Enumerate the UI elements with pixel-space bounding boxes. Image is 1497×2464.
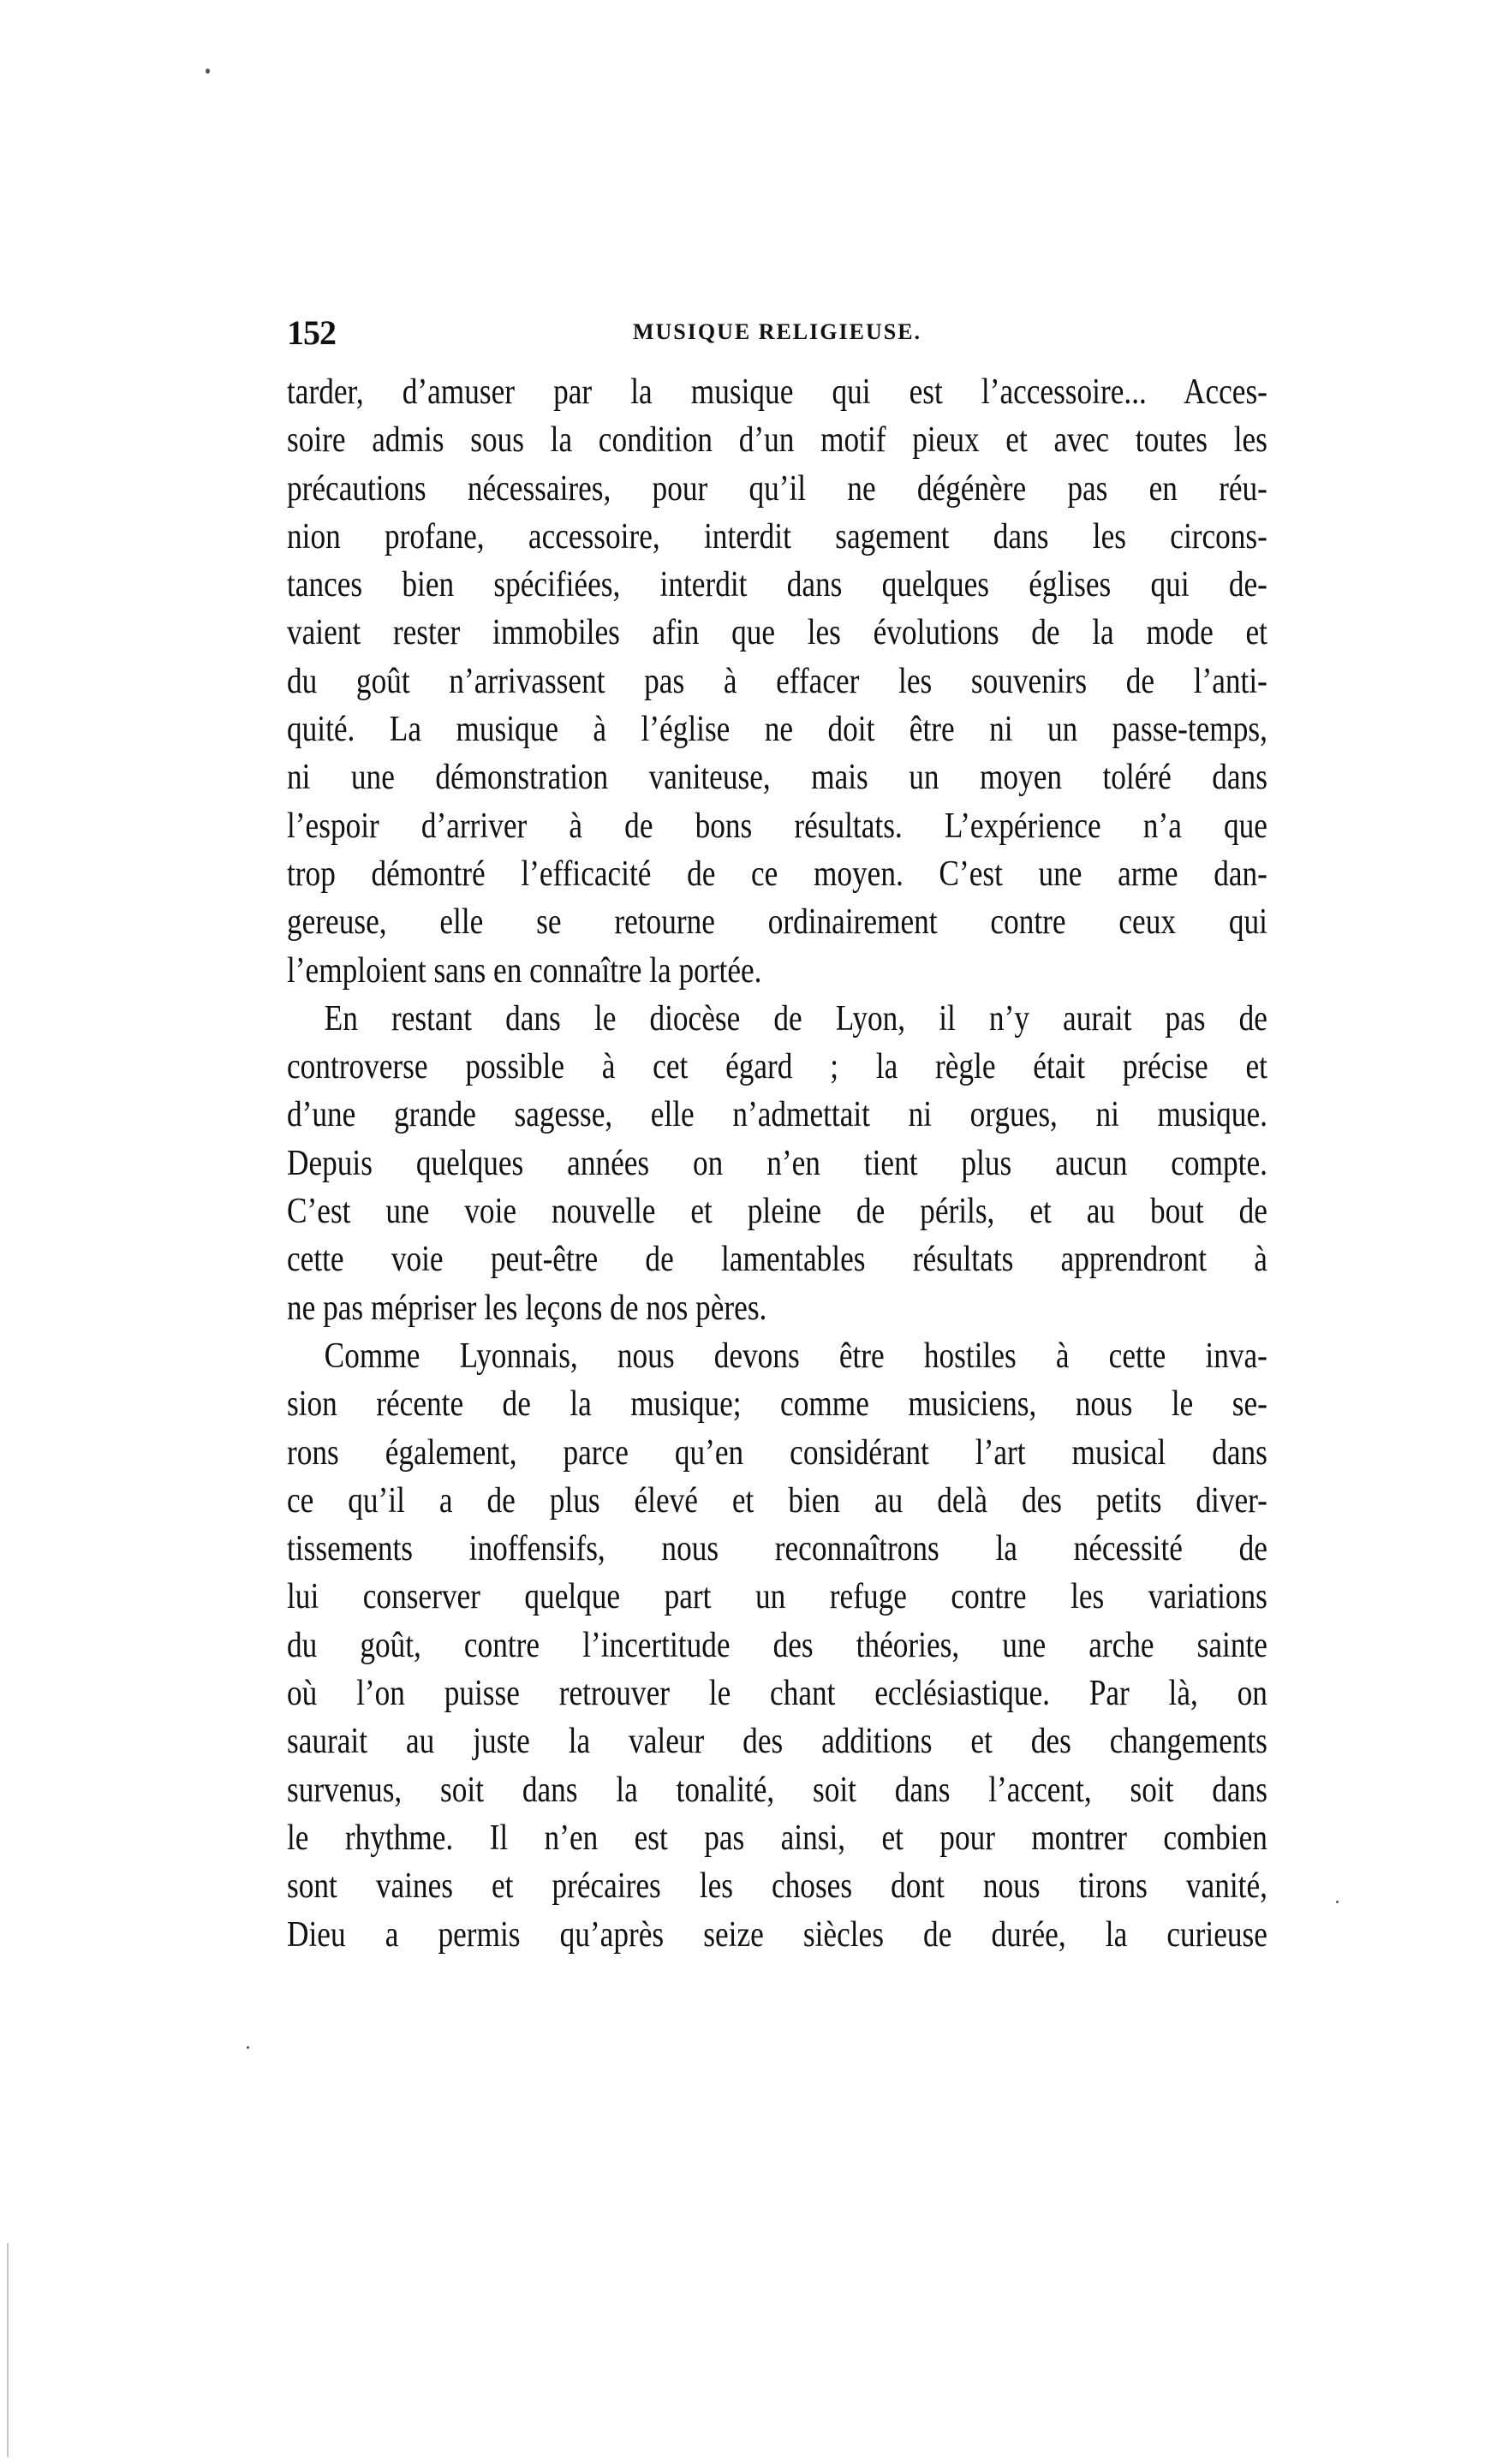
text-line: rons également, parce qu’en considérant l’art musical dans (287, 1432, 1267, 1473)
text-line: lui conserver quelque part un refuge contre les variations (287, 1577, 1267, 1617)
text-line: l’espoir d’arriver à de bons résultats. L’expérience n’a que (287, 806, 1267, 846)
text-line: tarder, d’amuser par la musique qui est l’accessoire... Acces- (287, 372, 1267, 412)
text-line: Dieu a permis qu’après seize siècles de durée, la curieuse (287, 1914, 1267, 1955)
text-line: précautions nécessaires, pour qu’il ne dégénère pas en réu- (287, 468, 1267, 509)
text-line: survenus, soit dans la tonalité, soit dans l’accent, soit dans (287, 1770, 1267, 1810)
text-line: En restant dans le diocèse de Lyon, il n’y aurait pas de (324, 998, 1267, 1039)
text-line: du goût, contre l’incertitude des théories, une arche sainte (287, 1625, 1267, 1665)
text-line: trop démontré l’efficacité de ce moyen. C’est une arme dan- (287, 854, 1267, 894)
text-line: Depuis quelques années on n’en tient plus aucun compte. (287, 1143, 1267, 1183)
text-line: controverse possible à cet égard ; la règle était précise et (287, 1047, 1267, 1087)
text-line: vaient rester immobiles afin que les évolutions de la mode et (287, 613, 1267, 653)
text-line: ne pas mépriser les leçons de nos pères. (287, 1288, 767, 1328)
text-line: sion récente de la musique; comme musiciens, nous le se- (287, 1384, 1267, 1425)
scan-speck (247, 2046, 249, 2049)
text-line: saurait au juste la valeur des additions et des changements (287, 1722, 1267, 1762)
text-line: C’est une voie nouvelle et pleine de périls, et au bout de (287, 1192, 1267, 1232)
text-line: Comme Lyonnais, nous devons être hostiles à cette inva- (324, 1336, 1267, 1376)
page-number: 152 (287, 313, 336, 352)
text-line: gereuse, elle se retourne ordinairement contre ceux qui (287, 902, 1267, 943)
text-line: quité. La musique à l’église ne doit être ni un passe-temps, (287, 710, 1267, 750)
text-line: du goût n’arrivassent pas à effacer les souvenirs de l’anti- (287, 661, 1267, 701)
scan-edge-line (7, 2243, 9, 2457)
text-line: où l’on puisse retrouver le chant ecclésiastique. Par là, on (287, 1674, 1267, 1714)
scan-speck (206, 68, 210, 74)
text-line: sont vaines et précaires les choses dont nous tirons vanité, (287, 1866, 1267, 1907)
text-line: ni une démonstration vaniteuse, mais un moyen toléré dans (287, 758, 1267, 798)
text-line: le rhythme. Il n’en est pas ainsi, et pour montrer combien (287, 1818, 1267, 1858)
text-line: cette voie peut-être de lamentables résultats apprendront à (287, 1240, 1267, 1280)
text-line: d’une grande sagesse, elle n’admettait ni orgues, ni musique. (287, 1095, 1267, 1135)
running-title: MUSIQUE RELIGIEUSE. (632, 319, 922, 344)
text-line: l’emploient sans en connaître la portée. (287, 950, 762, 991)
text-line: ce qu’il a de plus élevé et bien au delà des petits diver- (287, 1480, 1267, 1521)
scan-speck (1336, 1901, 1339, 1903)
text-line: nion profane, accessoire, interdit sagement dans les circons- (287, 516, 1267, 556)
text-line: tissements inoffensifs, nous reconnaîtrons la nécessité de (287, 1529, 1267, 1569)
body-text (287, 368, 1267, 1959)
text-line: soire admis sous la condition d’un motif pieux et avec toutes les (287, 420, 1267, 461)
text-line: tances bien spécifiées, interdit dans quelques églises qui de- (287, 565, 1267, 605)
running-head (287, 312, 1267, 350)
